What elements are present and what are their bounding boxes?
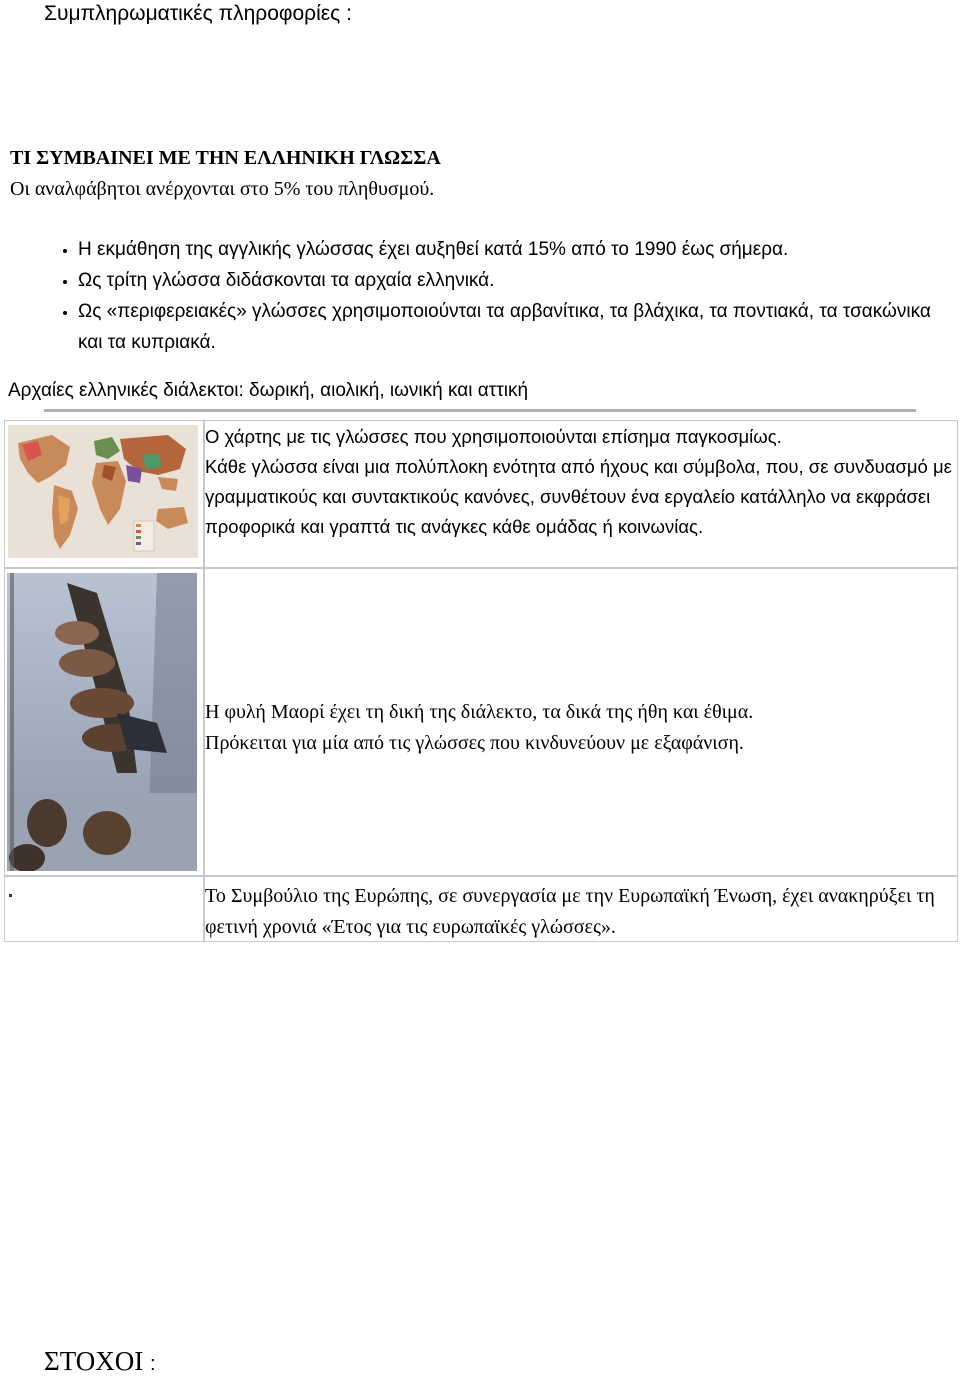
page-heading: Συμπληρωματικές πληροφορίες :	[44, 2, 352, 25]
maori-line-2: Πρόκειται για μία από τις γλώσσες που κινδυνεύουν με εξαφάνιση.	[205, 732, 744, 754]
dialects-line: Αρχαίες ελληνικές διάλεκτοι: δωρική, αιολική, ιωνική και αττική	[8, 380, 529, 401]
council-description	[205, 881, 957, 943]
list-item: • Ως «περιφερειακές» γλώσσες χρησιμοποιούνται τα αρβανίτικα, τα βλάχικα, τα ποντιακά, τα τσακώνικα και τα κυπριακά.	[78, 296, 958, 358]
maori-canoe-photo	[7, 573, 197, 871]
goals-title: ΣΤΟΧΟΙ	[44, 1346, 144, 1376]
goals-heading	[44, 1346, 156, 1377]
council-statement: Το Συμβούλιο της Ευρώπης, σε συνεργασία με την Ευρωπαϊκή Ένωση, έχει ανακηρύξει τη φετινή χρονιά «Έτος για τις ευρωπαϊκές γλώσσες».	[205, 885, 935, 938]
world-language-map-image	[8, 425, 198, 558]
maori-line-1: Η φυλή Μαορί έχει τη δική της διάλεκτο, τα δικά της ήθη και έθιμα.	[205, 701, 754, 723]
language-definition: Κάθε γλώσσα είναι μια πολύπλοκη ενότητα από ήχους και σύμβολα, που, σε συνδυασμό με γραμματικούς και συντακτικούς κανόνες, συνθέτουν ένα εργαλείο κατάλληλο να εκφράσει προφορικά και γραπτά τις ανάγκες κάθε ομάδας ή κοινωνίας.	[205, 456, 952, 537]
list-item: • Η εκμάθηση της αγγλικής γλώσσας έχει αυξηθεί κατά 15% από το 1990 έως σήμερα.	[78, 234, 958, 265]
maori-description	[205, 697, 957, 759]
placeholder-dot-icon	[9, 894, 12, 897]
empty-image-cell	[4, 876, 204, 942]
facts-list	[38, 234, 958, 358]
list-item: • Ως τρίτη γλώσσα διδάσκονται τα αρχαία ελληνικά.	[78, 265, 958, 296]
map-description	[205, 422, 957, 542]
section-title: ΤΙ ΣΥΜΒΑΙΝΕΙ ΜΕ ΤΗΝ ΕΛΛΗΝΙΚΗ ΓΛΩΣΣΑ	[10, 147, 441, 169]
map-caption: Ο χάρτης με τις γλώσσες που χρησιμοποιούνται επίσημα παγκοσμίως.	[205, 426, 782, 447]
goals-colon: :	[149, 1353, 156, 1375]
divider	[44, 409, 916, 412]
illiteracy-statement: Οι αναλφάβητοι ανέρχονται στο 5% του πληθυσμού.	[10, 178, 435, 200]
